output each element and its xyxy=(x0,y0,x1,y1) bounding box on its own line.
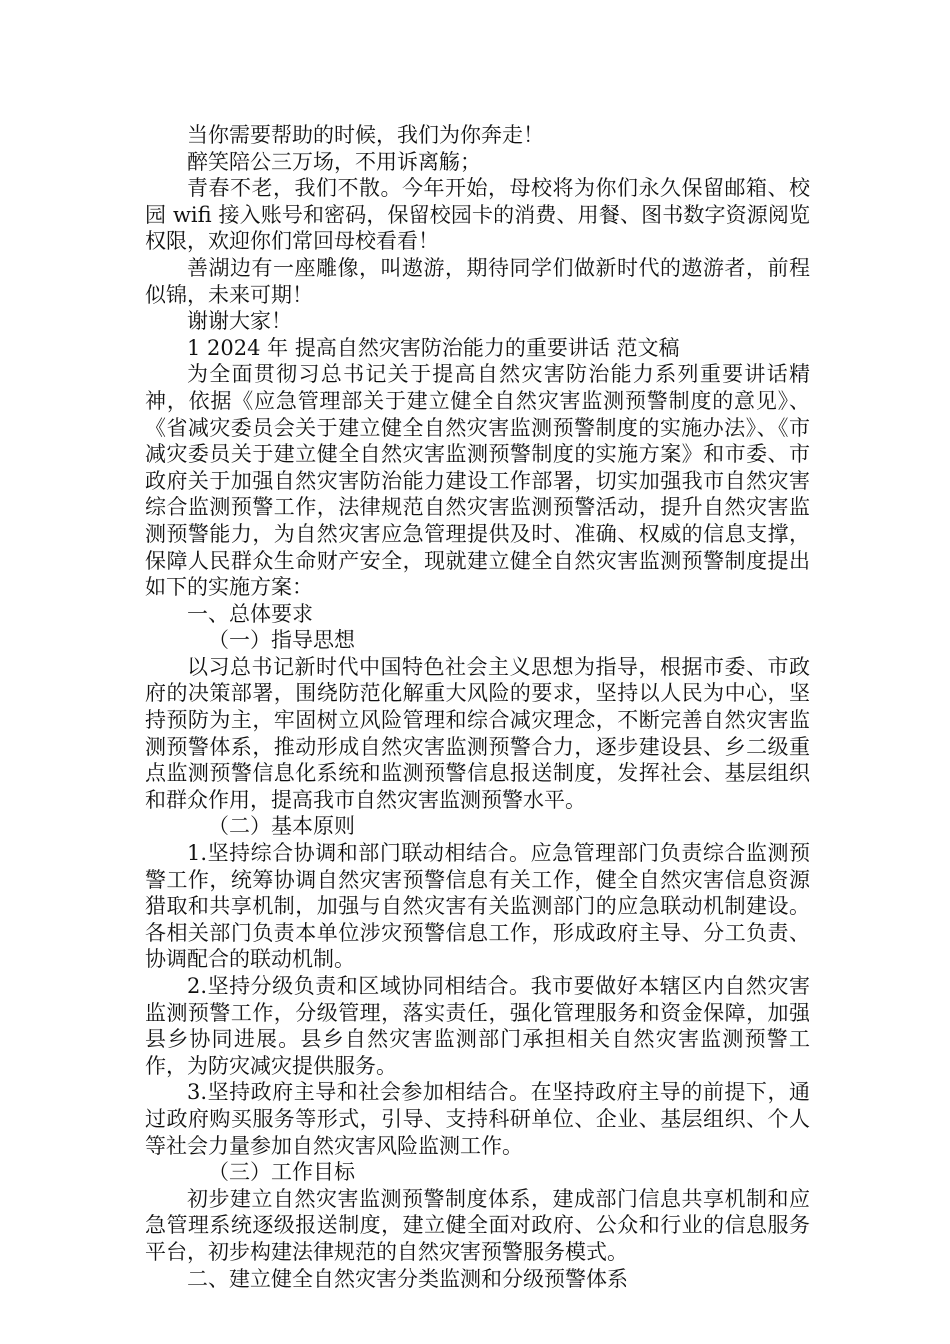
document-paragraph: 初步建立自然灾害监测预警制度体系，建成部门信息共享机制和应急管理系统逐级报送制度，建立健全面对政府、公众和行业的信息服务平台，初步构建法律规范的自然灾害预警服务模式。 xyxy=(145,1186,810,1264)
document-paragraph: 醉笑陪公三万场，不用诉离觞； xyxy=(187,149,481,174)
document-paragraph: 一、总体要求 xyxy=(187,601,313,626)
document-paragraph: 2.坚持分级负责和区域协同相结合。我市要做好本辖区内自然灾害监测预警工作，分级管理，落实责任，强化管理服务和资金保障，加强县乡协同进展。县乡自然灾害监测部门承担相关自然灾害监测预警工作，为防灾减灾提供服务。 xyxy=(145,974,810,1078)
document-paragraph: 为全面贯彻习总书记关于提高自然灾害防治能力系列重要讲话精神，依据《应急管理部关于建立健全自然灾害监测预警制度的意见》、《省减灾委员会关于建立健全自然灾害监测预警制度的实施办法》、《市减灾委员关于建立健全自然灾害监测预警制度的实施方案》和市委、市政府关于加强自然灾害防治能力建设工作部署，切实加强我市自然灾害综合监测预警工作，法律规范自然灾害监测预警活动，提升自然灾害监测预警能力，为自然灾害应急管理提供及时、准确、权威的信息支撑，保障人民群众生命财产安全，现就建立健全自然灾害监测预警制度提出如下的实施方案： xyxy=(145,362,810,600)
document-paragraph: 以习总书记新时代中国特色社会主义思想为指导，根据市委、市政府的决策部署，围绕防范化解重大风险的要求，坚持以人民为中心，坚持预防为主，牢固树立风险管理和综合减灾理念，不断完善自然灾害监测预警体系，推动形成自然灾害监测预警合力，逐步建设县、乡二级重点监测预警信息化系统和监测预警信息报送制度，发挥社会、基层组织和群众作用，提高我市自然灾害监测预警水平。 xyxy=(145,654,810,812)
document-paragraph: 二、建立健全自然灾害分类监测和分级预警体系 xyxy=(187,1266,628,1291)
document-paragraph: （二）基本原则 xyxy=(208,814,355,839)
document-paragraph: 1 2024 年 提高自然灾害防治能力的重要讲话 范文稿 xyxy=(187,335,680,360)
document-page xyxy=(145,122,810,1292)
document-paragraph: 青春不老，我们不散。今年开始，母校将为你们永久保留邮箱、校园 wifi 接入账号和密码，保留校园卡的消费、用餐、图书数字资源阅览权限，欢迎你们常回母校看看！ xyxy=(145,176,810,254)
document-paragraph: 谢谢大家！ xyxy=(187,309,292,334)
document-paragraph: 善湖边有一座雕像，叫遨游，期待同学们做新时代的遨游者，前程似锦，未来可期！ xyxy=(145,255,810,307)
document-paragraph: 3.坚持政府主导和社会参加相结合。在坚持政府主导的前提下，通过政府购买服务等形式，引导、支持科研单位、企业、基层组织、个人等社会力量参加自然灾害风险监测工作。 xyxy=(145,1080,810,1158)
document-paragraph: 当你需要帮助的时候，我们为你奔走！ xyxy=(187,123,544,147)
document-paragraph: 1.坚持综合协调和部门联动相结合。应急管理部门负责综合监测预警工作，统筹协调自然灾害预警信息有关工作，健全自然灾害信息资源猎取和共享机制，加强与自然灾害有关监测部门的应急联动机制建设。各相关部门负责本单位涉灾预警信息工作，形成政府主导、分工负责、协调配合的联动机制。 xyxy=(145,841,810,972)
document-paragraph: （一）指导思想 xyxy=(208,628,355,653)
document-paragraph: （三）工作目标 xyxy=(208,1160,355,1185)
